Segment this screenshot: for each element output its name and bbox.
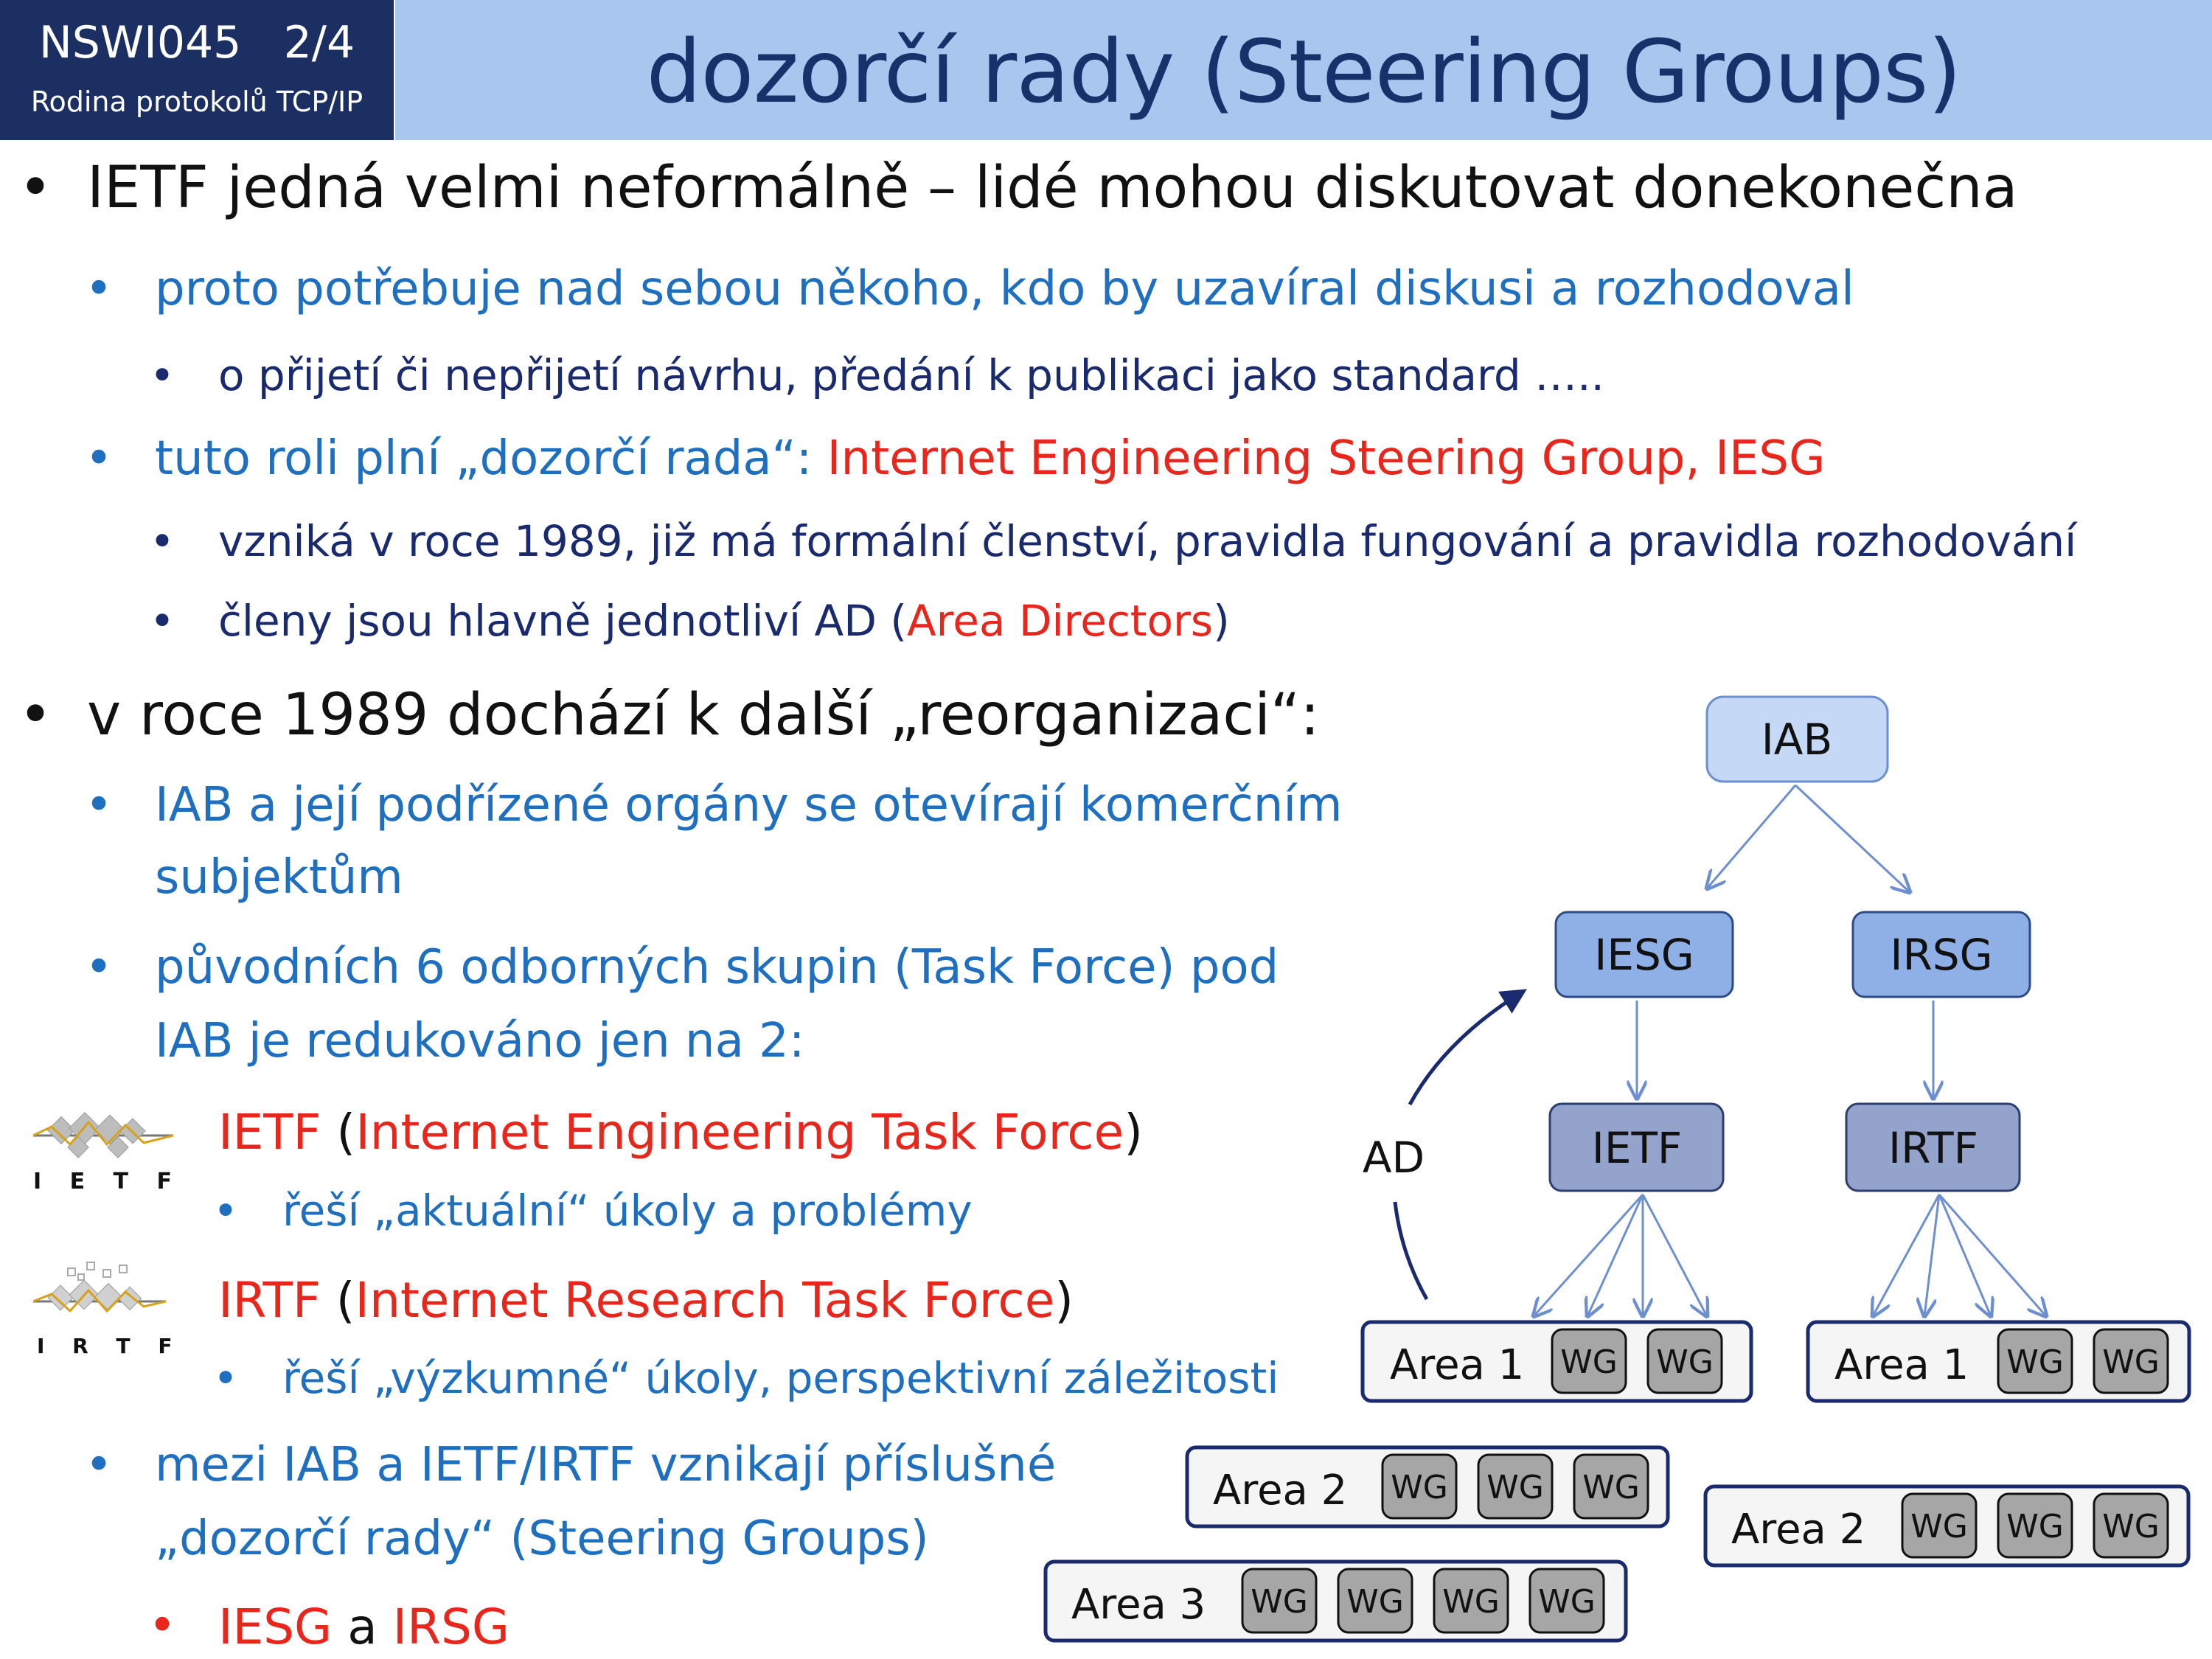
wg-label: WG (1538, 1583, 1596, 1621)
bullet-dot: • (85, 431, 113, 486)
irtf-full-name: Internet Research Task Force (355, 1272, 1055, 1329)
area-label: Area 1 (1834, 1341, 1969, 1389)
bullet-acceptance: o přijetí či nepřijetí návrhu, předání k publikaci jako standard ….. (218, 350, 1604, 400)
irsg-abbr: IRSG (392, 1599, 509, 1655)
irsg-label: IRSG (1890, 930, 1993, 980)
members-close: ) (1213, 596, 1230, 646)
iesg-node (1556, 912, 1733, 997)
bullet-dot: • (149, 516, 175, 566)
iab-node (1707, 697, 1888, 782)
irtf-logo-text: I R T F (37, 1334, 183, 1358)
wg-label: WG (1486, 1469, 1544, 1506)
wg-label: WG (1910, 1508, 1968, 1545)
wg-label: WG (1251, 1583, 1308, 1621)
bullet-dot: • (85, 262, 113, 316)
left-area-1 (1363, 1322, 1751, 1401)
paren-open: ( (320, 1272, 355, 1329)
wg-label: WG (2006, 1508, 2064, 1545)
area-label: Area 2 (1213, 1467, 1348, 1514)
course-name: Rodina protokolů TCP/IP (30, 86, 364, 118)
ietf-node (1550, 1104, 1723, 1191)
left-area-2 (1187, 1447, 1668, 1526)
irtf-abbr: IRTF (218, 1272, 321, 1329)
bullet-task-forces-a: původních 6 odborných skupin (Task Force) pod (155, 940, 1279, 995)
bullet-iesg-founded: vzniká v roce 1989, již má formální členství, pravidla fungování a pravidla rozhodování (218, 516, 2077, 566)
iab-label: IAB (1761, 714, 1833, 765)
bullet-steering-b: „dozorčí rady“ (Steering Groups) (155, 1512, 929, 1566)
ad-arrow-icon (1410, 992, 1523, 1105)
iesg-full-name: Internet Engineering Steering Group, IESG (827, 431, 1826, 486)
ad-arc (1395, 1202, 1427, 1299)
irtf-node (1846, 1104, 2020, 1191)
iesg-label: IESG (1594, 930, 1694, 980)
bullet-dot: • (212, 1186, 239, 1236)
ietf-full-name: Internet Engineering Task Force (355, 1104, 1124, 1161)
wg-label: WG (2006, 1343, 2064, 1381)
slide-title: dozorčí rady (Steering Groups) (646, 21, 1961, 122)
bullet-dot: • (212, 1353, 239, 1403)
bullet-iesg-role-text: tuto roli plní „dozorčí rada“: (155, 431, 827, 486)
right-area-1 (1808, 1322, 2189, 1401)
area-label: Area 3 (1071, 1581, 1206, 1629)
ad-label: AD (1362, 1133, 1425, 1183)
irtf-description: řeší „výzkumné“ úkoly, perspektivní záležitosti (282, 1353, 1279, 1403)
bullet-commercial-b: subjektům (155, 850, 403, 905)
bullet-dot: • (149, 350, 175, 400)
area-directors: Area Directors (906, 596, 1214, 646)
bullet-ietf-informal: IETF jedná velmi neformálně – lidé mohou diskutovat donekonečna (87, 155, 2018, 221)
irsg-node (1853, 912, 2030, 997)
ietf-label: IETF (1591, 1123, 1683, 1173)
bullet-dot: • (85, 940, 113, 995)
and-text: a (332, 1599, 393, 1655)
left-area-3 (1046, 1562, 1626, 1641)
course-code: NSWI045 2/4 (38, 17, 355, 69)
wg-label: WG (1442, 1583, 1500, 1621)
bullet-dot: • (149, 596, 175, 646)
wg-label: WG (1391, 1469, 1448, 1506)
ietf-description: řeší „aktuální“ úkoly a problémy (282, 1186, 973, 1236)
bullet-dot: • (148, 1599, 176, 1653)
right-area-2 (1705, 1486, 2188, 1565)
paren-close: ) (1124, 1104, 1143, 1161)
bullet-dot: • (85, 1438, 113, 1492)
wg-label: WG (1656, 1343, 1714, 1381)
wg-label: WG (2102, 1508, 2160, 1545)
irtf-label: IRTF (1888, 1123, 1978, 1173)
irtf-logo-icon (33, 1262, 182, 1358)
wg-label: WG (1560, 1343, 1618, 1381)
bullet-needs-oversight: proto potřebuje nad sebou někoho, kdo by uzavíral diskusi a rozhodoval (155, 262, 1854, 316)
area-label: Area 1 (1390, 1341, 1525, 1389)
wg-label: WG (1582, 1469, 1640, 1506)
wg-label: WG (1346, 1583, 1404, 1621)
area-label: Area 2 (1731, 1506, 1866, 1554)
wg-label: WG (2102, 1343, 2160, 1381)
bullet-dot: • (85, 778, 113, 832)
ietf-logo-icon (33, 1113, 182, 1194)
ietf-logo-text: I E T F (33, 1169, 182, 1194)
paren-open: ( (321, 1104, 356, 1161)
ietf-abbr: IETF (218, 1104, 321, 1161)
bullet-reorganization: v roce 1989 dochází k další „reorganizaci“: (87, 682, 1320, 748)
bullet-dot: • (18, 682, 52, 748)
bullet-task-forces-b: IAB je redukováno jen na 2: (155, 1014, 805, 1068)
iesg-abbr: IESG (218, 1599, 333, 1655)
members-text: členy jsou hlavně jednotliví AD ( (218, 596, 907, 646)
bullet-dot: • (18, 155, 52, 221)
paren-close: ) (1054, 1272, 1074, 1329)
bullet-steering-a: mezi IAB a IETF/IRTF vznikají příslušné (155, 1438, 1057, 1492)
bullet-commercial-a: IAB a její podřízené orgány se otevírají komerčním (155, 778, 1343, 832)
